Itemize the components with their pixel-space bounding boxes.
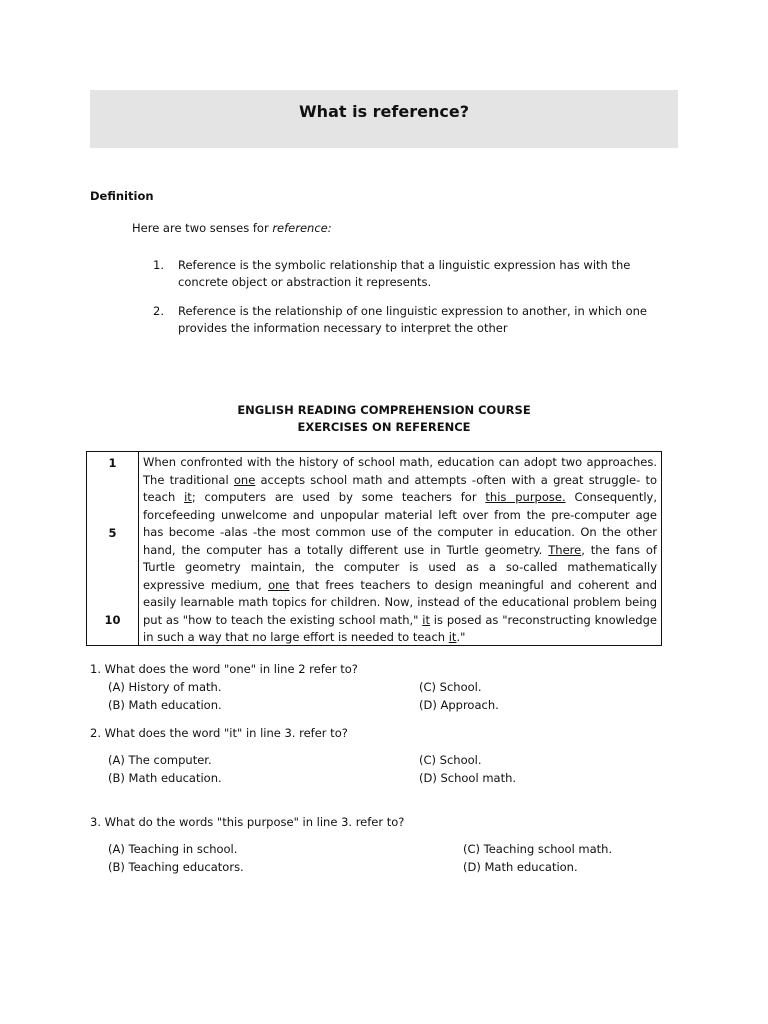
sense-item <box>153 257 673 291</box>
intro-term: reference: <box>272 221 332 235</box>
passage-segment: accepts school math and attempts -often with a great struggle- to teach <box>143 472 657 504</box>
option-b: (B) Math education. <box>108 771 222 785</box>
passage-segment: Consequently, forcefeeding unwelcome and unpopular material left over from the pre-computer age has become -alas -the most common use of the computer in education. On the other hand, the computer has a totally different use in Turtle geometry. <box>143 490 657 557</box>
option-b: (B) Teaching educators. <box>108 860 244 874</box>
question-2: 2. What does the word "it" in line 3. refer to? <box>90 726 348 740</box>
page-title: What is reference? <box>299 101 469 121</box>
intro-text: Here are two senses for <box>132 221 273 235</box>
question-1: 1. What does the word "one" in line 2 refer to? <box>90 662 358 676</box>
passage-segment: ; computers are used by some teachers for <box>191 490 486 504</box>
passage-text <box>139 452 661 645</box>
line-number: 1 <box>108 456 117 470</box>
option-c: (C) Teaching school math. <box>463 842 613 856</box>
sense-text: Reference is the symbolic relationship that a linguistic expression has with the concrete object or abstraction it represents. <box>178 258 631 289</box>
option-a: (A) Teaching in school. <box>108 842 238 856</box>
option-d: (D) Approach. <box>419 698 499 712</box>
line-number: 10 <box>104 613 121 627</box>
line-number: 5 <box>108 526 117 540</box>
reference-word: one <box>233 472 256 487</box>
reference-word: There <box>548 542 582 557</box>
course-title: ENGLISH READING COMPREHENSION COURSE <box>237 403 531 417</box>
option-c: (C) School. <box>419 753 482 767</box>
exercise-title: EXERCISES ON REFERENCE <box>297 420 471 434</box>
reference-word: this purpose. <box>485 490 566 504</box>
reference-word: one <box>268 577 290 592</box>
senses-list <box>153 257 673 349</box>
title-banner <box>90 90 678 148</box>
option-d: (D) School math. <box>419 771 517 785</box>
sense-number: 1. <box>153 258 164 272</box>
option-a: (A) The computer. <box>108 753 212 767</box>
passage-segment: ." <box>456 630 466 644</box>
reference-word: it <box>448 630 457 644</box>
passage-segment: When confronted with the history of school math, education can adopt two approaches. The traditional <box>143 455 657 487</box>
course-heading <box>0 402 768 436</box>
passage-segment: is posed as "reconstructing knowledge in such a way that no large effort is needed to teach <box>143 612 657 644</box>
passage-table <box>86 451 662 646</box>
option-c: (C) School. <box>419 680 482 694</box>
definition-heading: Definition <box>90 189 154 203</box>
option-b: (B) Math education. <box>108 698 222 712</box>
line-number-column <box>87 452 139 645</box>
sense-item <box>153 303 673 337</box>
passage-segment: that frees teachers to design meaningful and coherent and easily learnable math topics for children. Now, instead of the educational problem being put as "how to teach the existing school math," <box>143 577 657 627</box>
sense-number: 2. <box>153 304 164 318</box>
definition-intro <box>132 221 332 235</box>
reference-word: it <box>422 612 430 627</box>
passage-segment: , the fans of Turtle geometry maintain, the computer is used as a so-called mathematically expressive medium, <box>143 542 657 592</box>
option-a: (A) History of math. <box>108 680 222 694</box>
sense-text: Reference is the relationship of one linguistic expression to another, in which one provides the information necessary to interpret the other <box>178 304 647 335</box>
option-d: (D) Math education. <box>463 860 578 874</box>
reference-word: it <box>184 490 192 504</box>
question-3: 3. What do the words "this purpose" in line 3. refer to? <box>90 815 405 829</box>
